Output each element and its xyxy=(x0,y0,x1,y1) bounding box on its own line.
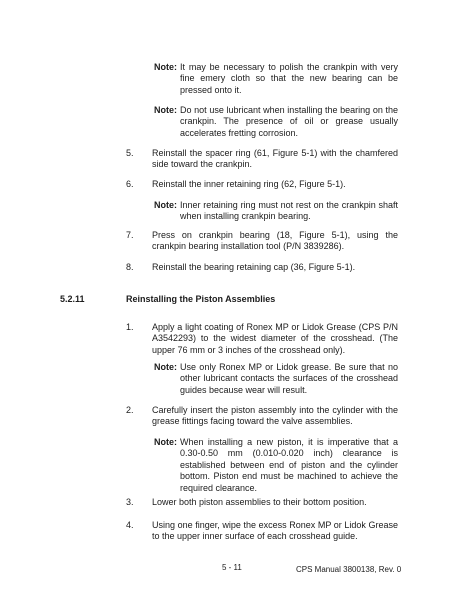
step-7 xyxy=(126,230,398,253)
step-number: 2. xyxy=(126,405,134,415)
step-text: Apply a light coating of Ronex MP or Lidok Grease (CPS P/N A3542293) to the widest diameter of the crosshead. (The upper 76 mm or 3 inches of the crosshead only). xyxy=(152,322,398,355)
document-id: CPS Manual 3800138, Rev. 0 xyxy=(296,565,402,574)
step-text: Carefully insert the piston assembly into the cylinder with the grease fittings facing toward the valve assemblies. xyxy=(152,405,398,427)
step-number: 8. xyxy=(126,262,134,272)
step-4 xyxy=(126,520,398,543)
step-2 xyxy=(126,405,398,428)
step-number: 7. xyxy=(126,230,134,240)
step-number: 4. xyxy=(126,520,134,530)
note-label: Note: xyxy=(154,437,177,447)
step-number: 5. xyxy=(126,148,134,158)
step-number: 6. xyxy=(126,179,134,189)
step-text: Reinstall the spacer ring (61, Figure 5-1) with the chamfered side toward the crankpin. xyxy=(152,148,398,170)
note-polish-crankpin xyxy=(154,62,398,96)
note-text: Do not use lubricant when installing the bearing on the crankpin. The presence of oil or grease usually accelerates fretting corrosion. xyxy=(180,105,398,138)
page-number: 5 - 11 xyxy=(222,563,242,572)
step-5 xyxy=(126,148,398,171)
note-text: It may be necessary to polish the crankpin with very fine emery cloth so that the new bearing can be pressed onto it. xyxy=(180,62,398,95)
step-3 xyxy=(126,497,398,508)
section-number: 5.2.11 xyxy=(60,294,85,304)
step-text: Using one finger, wipe the excess Ronex MP or Lidok Grease to the upper inner surface of each crosshead guide. xyxy=(152,520,398,542)
note-label: Note: xyxy=(154,105,177,115)
note-text: Inner retaining ring must not rest on the crankpin shaft when installing crankpin bearing. xyxy=(180,200,398,222)
step-text: Press on crankpin bearing (18, Figure 5-1), using the crankpin bearing installation tool (P/N 3839286). xyxy=(152,230,398,252)
section-title: Reinstalling the Piston Assemblies xyxy=(126,294,276,304)
step-text: Reinstall the bearing retaining cap (36, Figure 5-1). xyxy=(152,262,356,272)
note-ronex-only xyxy=(154,362,398,396)
note-label: Note: xyxy=(154,200,177,210)
step-text: Lower both piston assemblies to their bottom position. xyxy=(152,497,367,507)
step-1 xyxy=(126,322,398,356)
note-piston-clearance xyxy=(154,437,398,494)
step-number: 1. xyxy=(126,322,134,332)
note-text: When installing a new piston, it is imperative that a 0.30-0.50 mm (0.010-0.020 inch) clearance is established between end of piston and the cylinder bottom. Piston end must be machined to achieve the required clearance. xyxy=(180,437,398,493)
step-number: 3. xyxy=(126,497,134,507)
note-label: Note: xyxy=(154,62,177,72)
note-label: Note: xyxy=(154,362,177,372)
step-8 xyxy=(126,262,398,273)
note-inner-ring xyxy=(154,200,398,223)
note-no-lubricant xyxy=(154,105,398,139)
step-text: Reinstall the inner retaining ring (62, Figure 5-1). xyxy=(152,179,346,189)
note-text: Use only Ronex MP or Lidok grease. Be sure that no other lubricant contacts the surfaces of the crosshead guides because wear will result. xyxy=(180,362,398,395)
step-6 xyxy=(126,179,398,190)
